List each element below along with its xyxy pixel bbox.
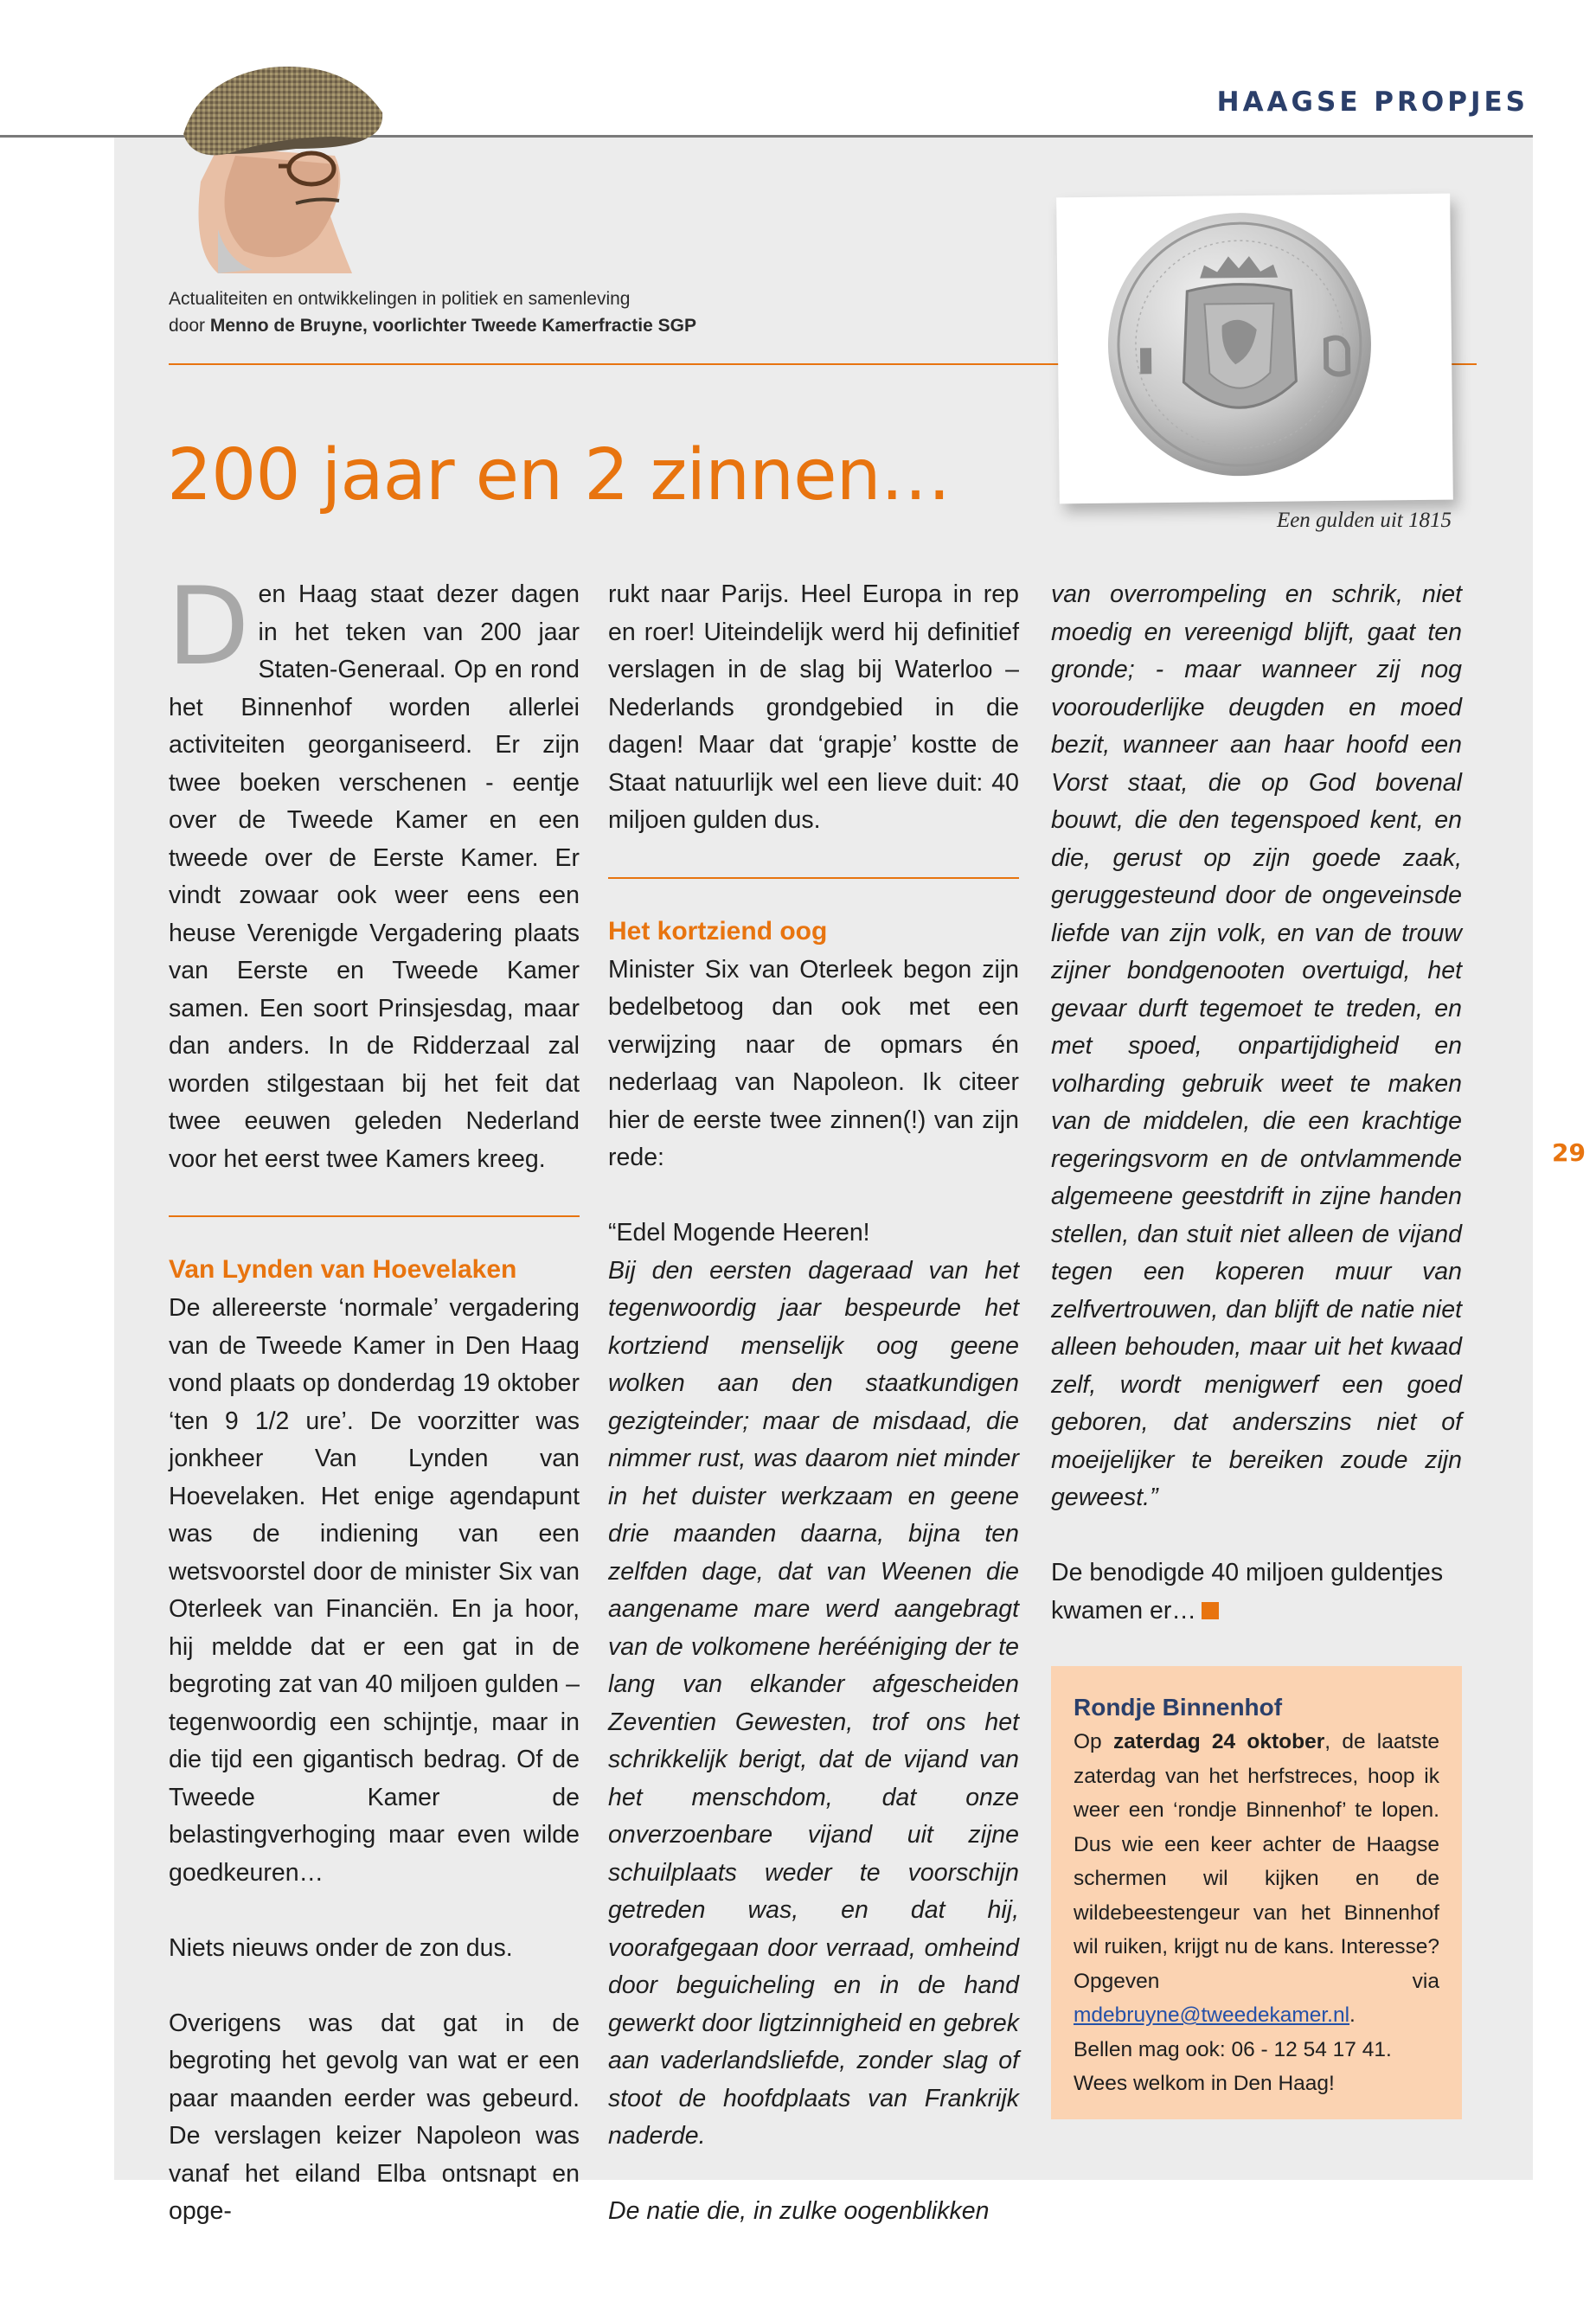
- info-phone: Bellen mag ook: 06 - 12 54 17 41.: [1074, 2037, 1392, 2061]
- column-divider: [608, 877, 1019, 879]
- quote-paragraph: [608, 1253, 1019, 2156]
- intro-text: en Haag staat dezer dagen in het teken van 200 jaar Staten-Generaal. Op en rond het Binnenhof worden allerlei activiteiten georganiseerd. Er zijn twee boeken verschenen - eentje over de Tweede Kamer en een tweede over de Eerste Kamer. Er vindt zowaar ook weer eens een heuse Verenigde Vergadering plaats van Eerste en Tweede Kamer samen. Een soort Prinsjesdag, maar dan anders. In de Ridderzaal zal worden stilgestaan bij het feit dat twee eeuwen geleden Nederland voor het eerst twee Kamers kreeg.: [169, 580, 580, 1173]
- byline-prefix: door: [169, 316, 210, 336]
- section-label: HAAGSE PROPJES: [1216, 87, 1529, 118]
- paragraph: Niets nieuws onder de zon dus.: [169, 1933, 513, 1962]
- paragraph: Overigens was dat gat in de begroting het gevolg van wat er een paar maanden eerder was gebeurd. De verslagen keizer Napoleon was vanaf het eiland Elba ontsnapt en opge-: [169, 2009, 580, 2225]
- byline-line2: [169, 312, 696, 339]
- article-headline: 200 jaar en 2 zinnen…: [167, 434, 951, 516]
- paragraph: rukt naar Parijs. Heel Europa in rep en roer! Uiteindelijk werd hij definitief verslagen in de slag bij Waterloo – Nederlands grondgebied in die dagen! Maar dat ‘grapje’ kostte de Staat natuurlijk wel een lieve duit: 40 miljoen gulden dus.: [608, 580, 1019, 834]
- article-column-1: [167, 565, 580, 2231]
- subhead-van-lynden: Van Lynden van Hoevelaken: [169, 1255, 517, 1284]
- end-mark-icon: [1202, 1602, 1219, 1619]
- paragraph: De allereerste ‘normale’ vergadering van de Tweede Kamer in Den Haag vond plaats op donderdag 19 oktober ‘ten 9 1/2 ure’. De voorzitter was jonkheer Van Lynden van Hoevelaken. Het enige agendapunt was de indiening van een wetsvoorstel door de minister Six van Oterleek van Financiën. En ja hoor, hij meldde dat er een gat in de begroting zat van 40 miljoen gulden – tegenwoordig een schijntje, maar in die tijd een gigantisch bedrag. Of de Tweede Kamer de belastingverhoging maar even wilde goedkeuren…: [169, 1294, 580, 1887]
- info-after-email: .: [1349, 2003, 1356, 2027]
- quote-paragraph: [1051, 576, 1462, 1517]
- column-divider: [169, 1215, 580, 1217]
- byline: [169, 285, 696, 339]
- page-number: 29: [1552, 1138, 1586, 1167]
- closing-paragraph: [1051, 1554, 1462, 1630]
- info-text-post: , de laatste zaterdag van het herfstreces, hoop ik weer een ‘rondje Binnenhof’ te lopen. Dus wie een keer achter de Haagse schermen wil kijken en de wildebeestengeur van het Binnenhof wil ruiken, krijgt nu de kans. Interesse? Opgeven via: [1074, 1730, 1439, 1993]
- quote-salutation: “Edel Mogende Heeren!: [608, 1219, 870, 1247]
- info-box: [1051, 1666, 1462, 2119]
- email-link[interactable]: mdebruyne@tweedekamer.nl: [1074, 2003, 1350, 2027]
- coin-photo: [1056, 194, 1453, 504]
- article-column-2: [608, 576, 1019, 2231]
- quote-text: De natie die, in zulke oogenblikken: [608, 2197, 990, 2225]
- coin-image: [1056, 194, 1453, 504]
- info-text-pre: Op: [1074, 1730, 1113, 1753]
- info-box-title: Rondje Binnenhof: [1074, 1694, 1283, 1721]
- dropcap: D: [167, 565, 250, 689]
- quote-text: van overrompeling en schrik, niet moedig en vereenigd blijft, gaat ten gronde; - maar wanneer zij nog voorouderlijke deugden en moed bezit, wanneer aan haar hoofd een Vorst staat, die op God bovenal bouwt, die den tegenspoed kent, en die, gerust op zijn goede zaak, geruggesteund door de ongeveinsde liefde van zijn volk, en van de trouw zijner bondgenooten overtuigd, het gevaar durft tegemoet te treden, en met spoed, onpartijdigheid en volharding gebruik weet te maken van de middelen, die een krachtige regeringsvorm en de ontvlammende algemeene geestdrift in zijne handen stellen, dan stuit niet alleen de vijand tegen een koperen muur van zelfvertrouwen, dan blijft de natie niet alleen behouden, maar uit het kwaad zelf, wordt menigwerf een goed geboren, dat anderszins niet of moeijelijker te bereiken zoude zijn geweest.”: [1051, 580, 1462, 1511]
- author-portrait: [166, 52, 391, 273]
- info-box-text: [1074, 1725, 1439, 2033]
- closing-text: De benodigde 40 miljoen guldentjes kwamen er…: [1051, 1559, 1444, 1625]
- quote-paragraph: [608, 2193, 1019, 2231]
- quote-text: Bij den eersten dageraad van het tegenwoordig jaar bespeurde het kortziend menselijk oog geene wolken aan den staatkundigen gezigteinder; maar de misdaad, die nimmer rust, was daarom niet minder in het duister werkzaam en geene drie maanden daarna, bijna ten zelfden dage, dat van Weenen die aangename mare werd aangebragt van de volkomene herééniging der te lang van elkander afgescheiden Zeventien Gewesten, trof ons het schrikkelijk berigt, dat de vijand van het menschdom, dat onze onverzoenbare vijand uit zijne schuilplaats weder te voorschijn getreden was, en dat hij, voorafgegaan door verraad, omheind door beguicheling en in de hand gewerkt door ligtzinnigheid en gebrek aan vaderlandsliefde, zonder slag of stoot de hoofdplaats van Frankrijk naderde.: [608, 1256, 1019, 2150]
- coin-caption: Een gulden uit 1815: [1276, 509, 1452, 532]
- paragraph: Minister Six van Oterleek begon zijn bedelbetoog dan ook met een verwijzing naar de opmars én nederlaag van Napoleon. Ik citeer hier de eerste twee zinnen(!) van zijn rede:: [608, 955, 1019, 1171]
- subhead-kortziend-oog: Het kortziend oog: [608, 916, 828, 945]
- info-welcome: Wees welkom in Den Haag!: [1074, 2072, 1335, 2095]
- byline-author: Menno de Bruyne, voorlichter Tweede Kamerfractie SGP: [209, 316, 696, 336]
- info-date: zaterdag 24 oktober: [1112, 1730, 1325, 1753]
- byline-line1: Actualiteiten en ontwikkelingen in politiek en samenleving: [169, 289, 631, 309]
- intro-paragraph: [167, 565, 580, 1178]
- article-column-3: [1051, 576, 1462, 1630]
